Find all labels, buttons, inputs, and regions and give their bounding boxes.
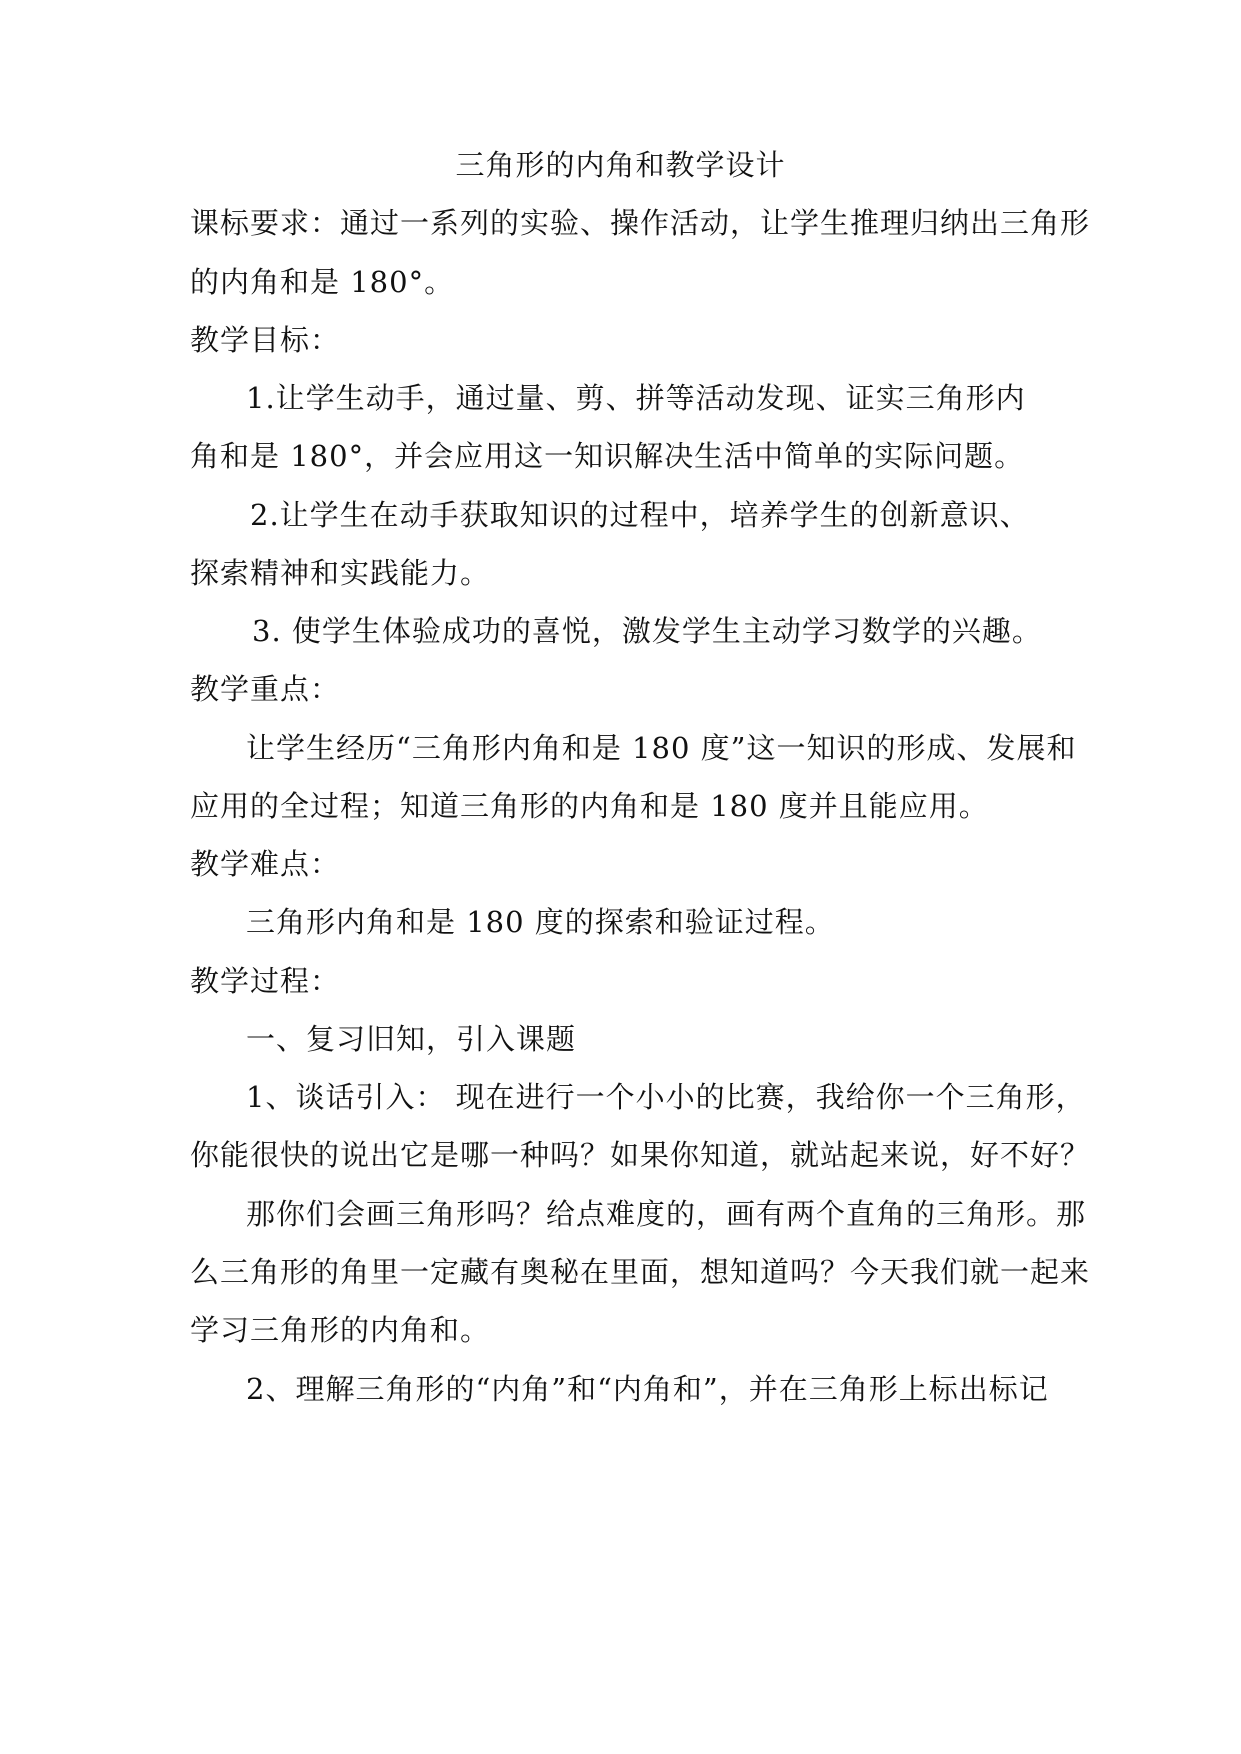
section-heading-key-points: 教学重点： xyxy=(190,672,341,706)
course-standard-line-1: 课标要求：通过一系列的实验、操作活动，让学生推理归纳出三角形 xyxy=(190,206,1091,240)
process-intro-line-4: 么三角形的角里一定藏有奥秘在里面，想知道吗？今天我们就一起来 xyxy=(190,1255,1091,1289)
process-intro-line-1: 1、谈话引入： 现在进行一个小小的比赛，我给你一个三角形， xyxy=(246,1080,1086,1114)
goal-3-line: 3. 使学生体验成功的喜悦，激发学生主动学习数学的兴趣。 xyxy=(252,614,1042,648)
section-heading-process: 教学过程： xyxy=(190,964,341,998)
key-point-line-1: 让学生经历“三角形内角和是 180 度”这一知识的形成、发展和 xyxy=(246,731,1077,765)
goal-2-line-1: 2.让学生在动手获取知识的过程中，培养学生的创新意识、 xyxy=(250,498,1030,532)
goal-2-line-2: 探索精神和实践能力。 xyxy=(190,556,491,590)
process-intro-line-5: 学习三角形的内角和。 xyxy=(190,1313,491,1347)
goal-1-line-2: 角和是 180°，并会应用这一知识解决生活中简单的实际问题。 xyxy=(190,439,1025,473)
process-step-2-line: 2、理解三角形的“内角”和“内角和”，并在三角形上标出标记 xyxy=(246,1372,1049,1406)
section-heading-goals: 教学目标： xyxy=(190,323,341,357)
key-point-line-2: 应用的全过程；知道三角形的内角和是 180 度并且能应用。 xyxy=(190,789,989,823)
process-step-1-heading: 一、复习旧知，引入课题 xyxy=(246,1022,577,1056)
difficulty-line: 三角形内角和是 180 度的探索和验证过程。 xyxy=(246,905,835,939)
process-intro-line-2: 你能很快的说出它是哪一种吗？如果你知道，就站起来说，好不好？ xyxy=(190,1138,1091,1172)
course-standard-line-2: 的内角和是 180°。 xyxy=(190,265,455,299)
process-intro-line-3: 那你们会画三角形吗？给点难度的，画有两个直角的三角形。那 xyxy=(246,1197,1087,1231)
goal-1-line-1: 1.让学生动手，通过量、剪、拼等活动发现、证实三角形内 xyxy=(246,381,1026,415)
document-title: 三角形的内角和教学设计 xyxy=(455,148,786,182)
section-heading-difficulty: 教学难点： xyxy=(190,847,341,881)
